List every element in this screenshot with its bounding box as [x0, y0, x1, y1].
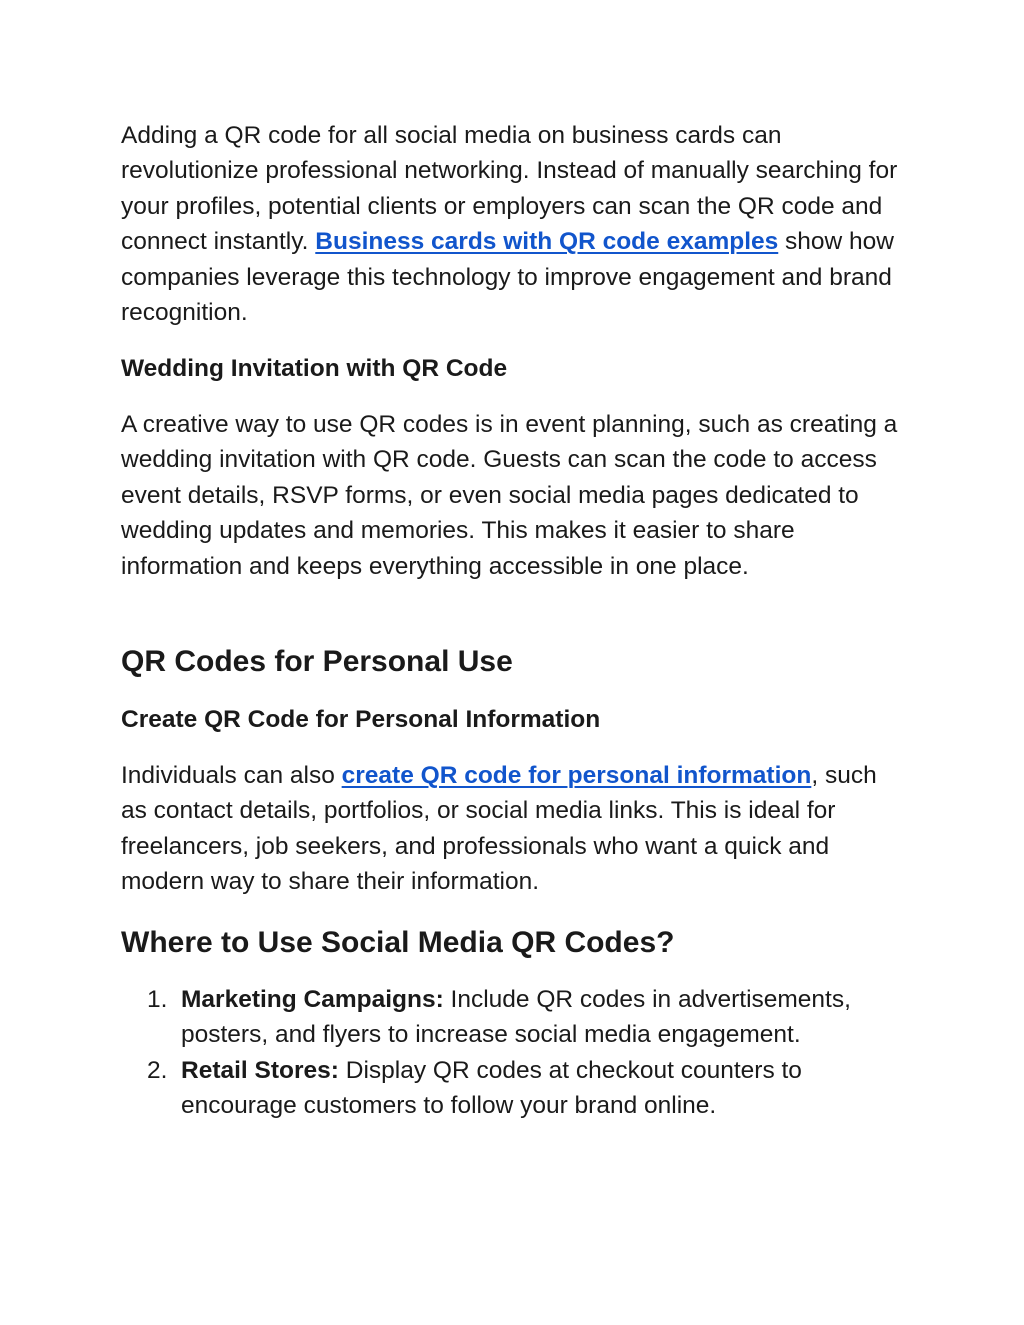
list-item	[121, 1053, 901, 1124]
list-item-term: Retail Stores:	[181, 1056, 339, 1084]
intro-text-end: show how companies leverage this technology to improve engagement and brand recognition.	[121, 228, 895, 327]
personal-information-qr-link[interactable]: create QR code for personal information	[341, 762, 812, 789]
where-to-use-heading: Where to Use Social Media QR Codes?	[121, 926, 675, 959]
personal-info-heading: Create QR Code for Personal Information	[121, 706, 601, 733]
intro-text-start: Adding a QR code for all social media on business cards can revolutionize professional networking. Instead of manually searching for your profiles, potential clients or employers can scan the QR code and connect instantly.	[121, 122, 898, 256]
personal-info-paragraph	[121, 758, 901, 900]
personal-info-text-end: , such as contact details, portfolios, or social media links. This is ideal for freelancers, job seekers, and professionals who want a quick and modern way to share their information.	[121, 762, 877, 896]
intro-paragraph	[121, 118, 901, 330]
personal-use-heading: QR Codes for Personal Use	[121, 645, 513, 678]
personal-info-text-start: Individuals can also	[121, 762, 342, 789]
wedding-paragraph: A creative way to use QR codes is in event planning, such as creating a wedding invitation with QR code. Guests can scan the code to access event details, RSVP forms, or even social media pages dedicated to wedding updates and memories. This makes it easier to share information and keeps everything accessible in one place.	[121, 411, 898, 580]
business-cards-examples-link[interactable]: Business cards with QR code examples	[315, 228, 779, 256]
where-to-use-list	[121, 982, 901, 1124]
list-item-text: Include QR codes in advertisements, posters, and flyers to increase social media engagement.	[181, 986, 851, 1049]
list-item	[121, 982, 901, 1053]
list-item-number: 2.	[147, 1056, 168, 1084]
list-item-term: Marketing Campaigns:	[181, 986, 444, 1013]
wedding-invitation-heading: Wedding Invitation with QR Code	[121, 355, 508, 382]
list-item-number: 1.	[147, 986, 168, 1013]
list-item-text: Display QR codes at checkout counters to encourage customers to follow your brand online.	[181, 1056, 802, 1120]
